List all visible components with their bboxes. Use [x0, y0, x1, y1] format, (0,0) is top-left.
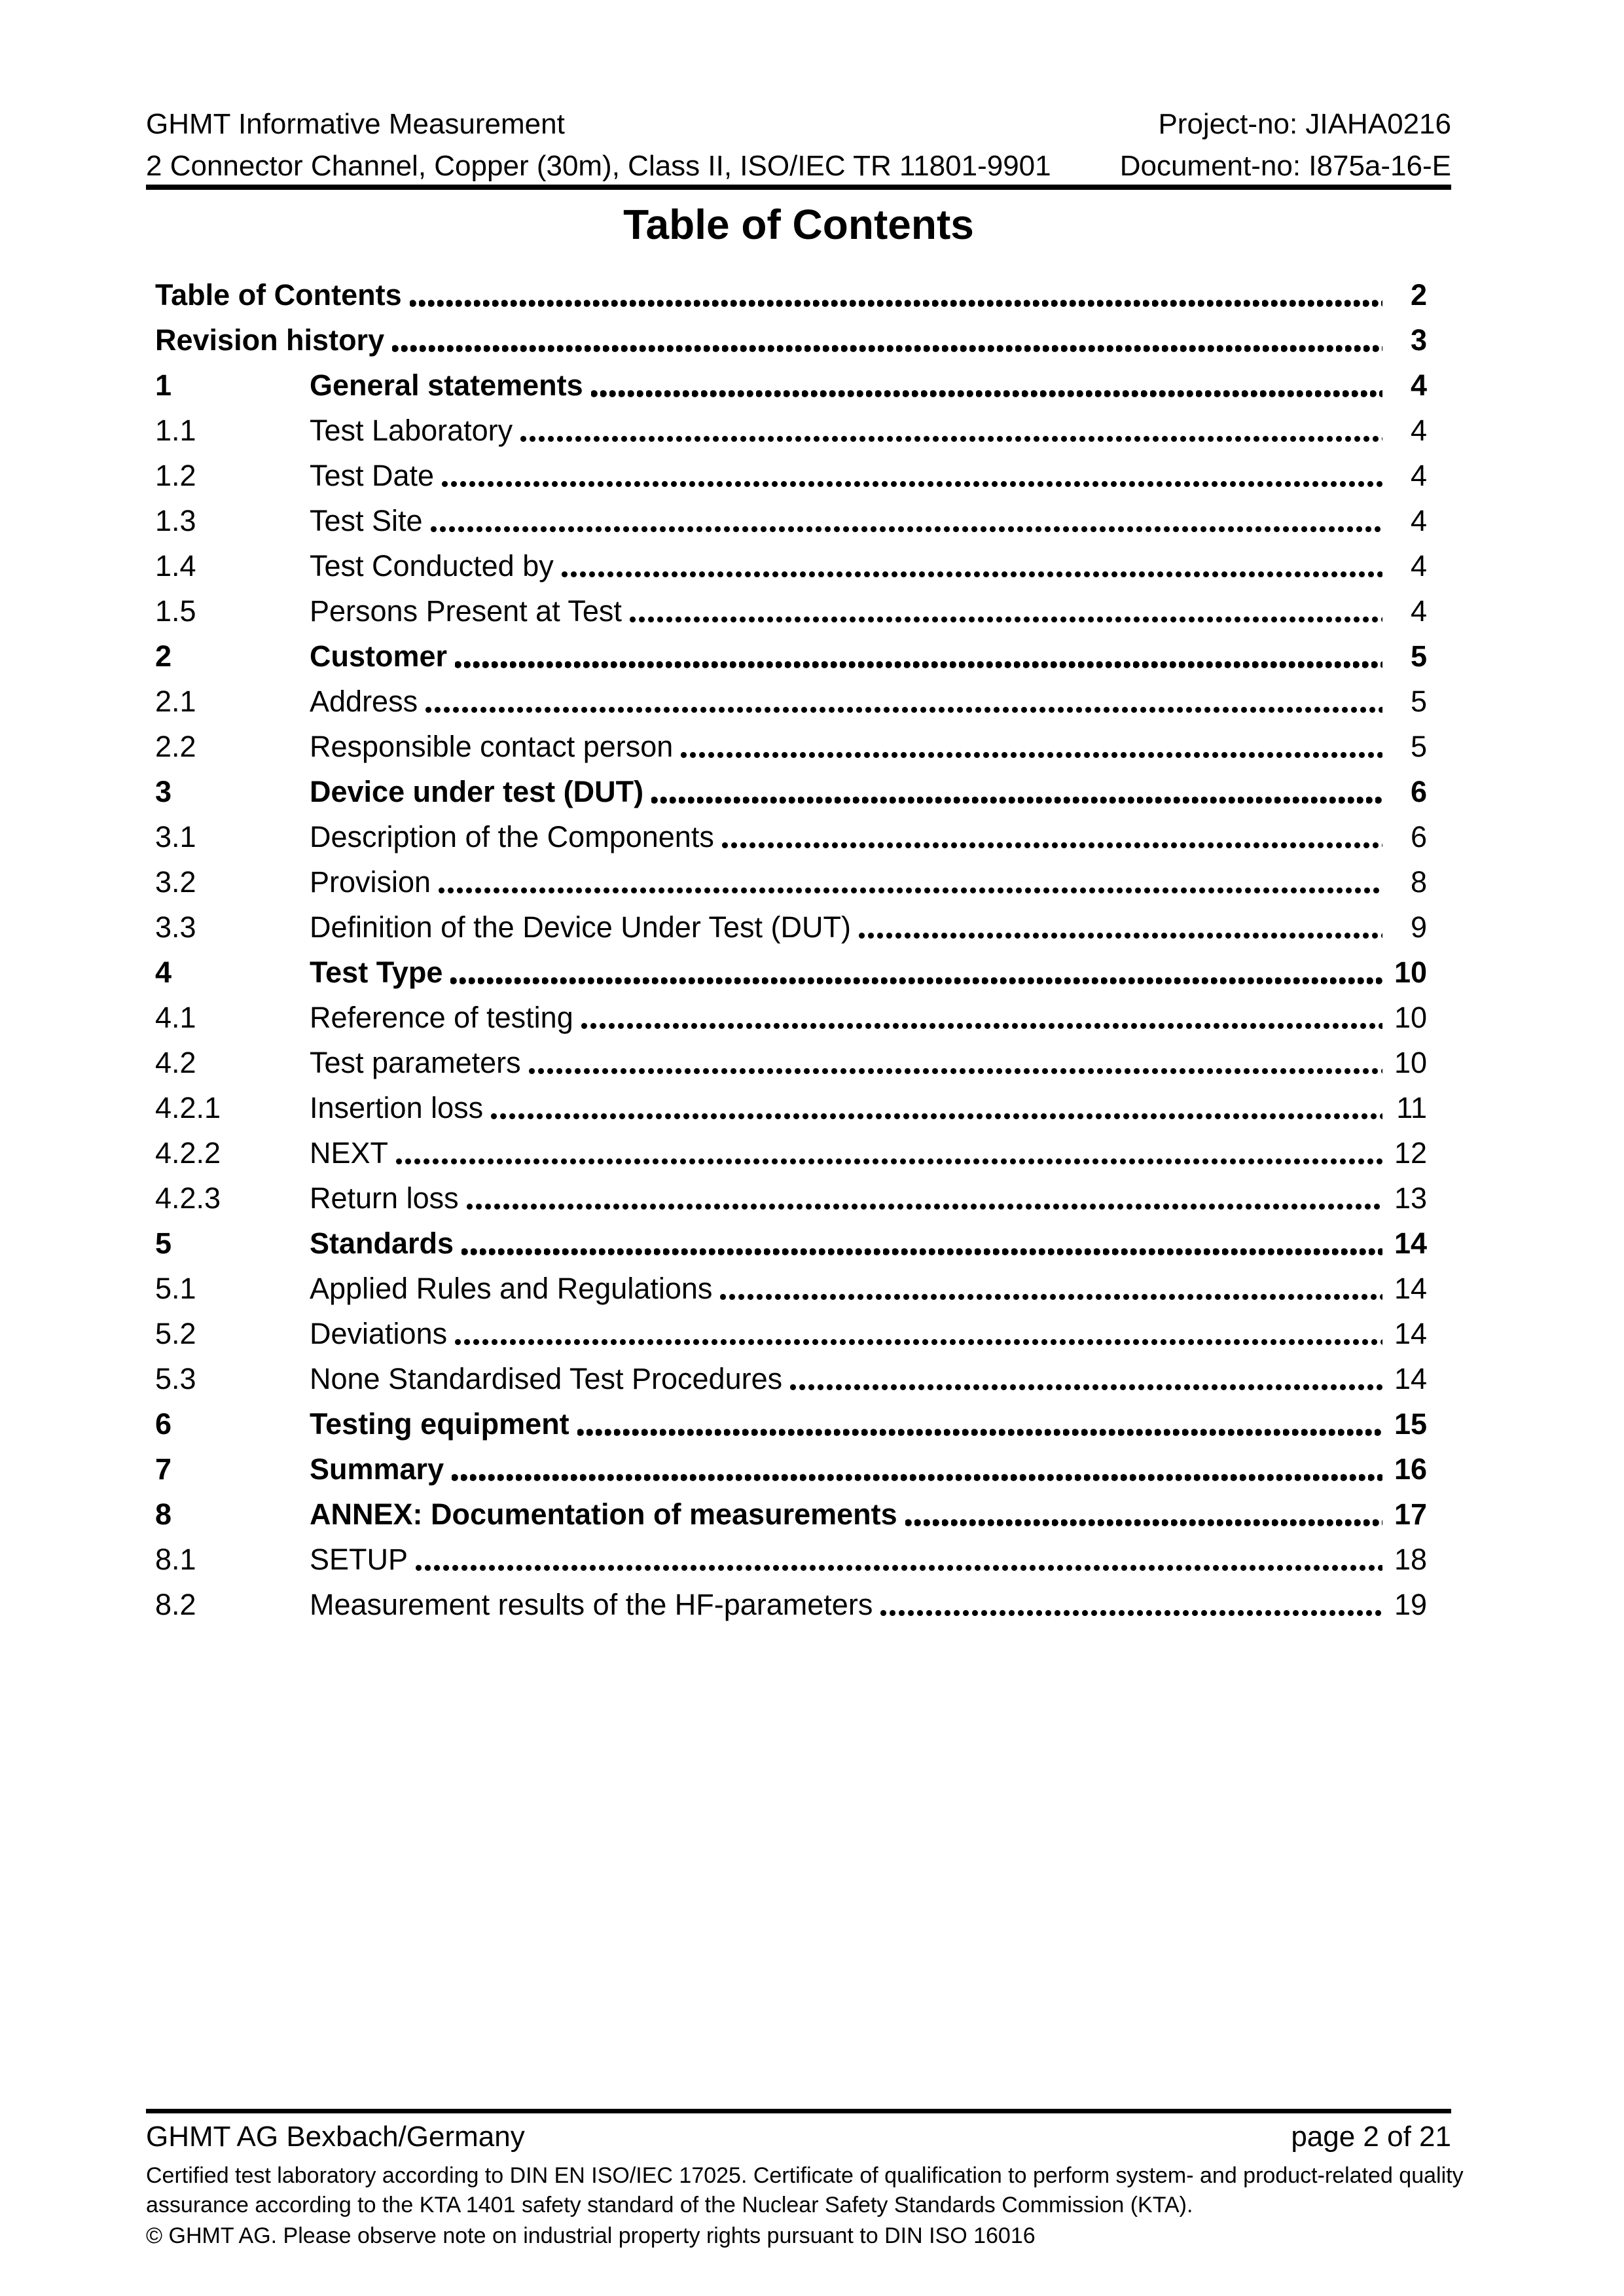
footer-rule	[146, 2109, 1451, 2113]
toc-leader-dots	[622, 588, 1386, 634]
toc-entry-page: 10	[1394, 956, 1427, 989]
toc-entry-number: 1.1	[155, 414, 196, 447]
toc-entry-page: 5	[1410, 730, 1427, 763]
footer-certification-line: Certified test laboratory according to DIN EN ISO/IEC 17025. Certificate of qualification to perform system- and product-related quality	[146, 2163, 1464, 2188]
toc-entry-page: 16	[1394, 1452, 1427, 1486]
toc-entry[interactable]	[155, 588, 1427, 634]
toc-entry[interactable]	[155, 769, 1427, 814]
toc-entry-page: 11	[1396, 1091, 1427, 1124]
toc-leader-dots	[782, 1356, 1386, 1401]
toc-leader-dots	[423, 498, 1386, 543]
toc-entry[interactable]	[155, 950, 1427, 995]
toc-leader-dots	[483, 1085, 1386, 1130]
toc-entry-label: Revision history	[155, 323, 385, 357]
toc-entry[interactable]	[155, 1221, 1427, 1266]
toc-entry-number: 1.3	[155, 504, 196, 537]
header-rule	[146, 185, 1451, 190]
toc-entry-number: 4.2	[155, 1046, 196, 1079]
toc-entry-page: 4	[1410, 549, 1427, 583]
toc-entry[interactable]	[155, 1175, 1427, 1221]
page-header	[146, 103, 1451, 187]
footer-page-indicator: page 2 of 21	[1291, 2121, 1451, 2153]
toc-entry-label: Testing equipment	[310, 1407, 569, 1441]
toc-leader-dots	[447, 634, 1386, 679]
toc-entry[interactable]	[155, 1401, 1427, 1446]
toc-leader-dots	[434, 453, 1386, 498]
toc-entry-label: Provision	[310, 865, 431, 899]
toc-leader-dots	[851, 905, 1386, 950]
toc-entry-page: 19	[1394, 1588, 1427, 1621]
toc-entry-number: 4.2.2	[155, 1136, 221, 1170]
toc-entry-page: 4	[1410, 594, 1427, 628]
toc-entry[interactable]	[155, 408, 1427, 453]
toc-entry-number: 2	[155, 639, 172, 673]
toc-entry[interactable]	[155, 1266, 1427, 1311]
toc-entry[interactable]	[155, 859, 1427, 905]
toc-entry-page: 4	[1410, 414, 1427, 447]
toc-entry-page: 3	[1410, 323, 1427, 357]
toc-entry-number: 8.1	[155, 1543, 196, 1576]
toc-entry-number: 1.2	[155, 459, 196, 492]
toc-entry-label: Deviations	[310, 1317, 448, 1350]
toc-entry-page: 10	[1394, 1001, 1427, 1034]
toc-entry-page: 12	[1394, 1136, 1427, 1170]
toc-entry-label: SETUP	[310, 1543, 408, 1576]
toc-entry[interactable]	[155, 453, 1427, 498]
toc-entry[interactable]	[155, 1446, 1427, 1492]
toc-entry[interactable]	[155, 724, 1427, 769]
toc-entry-page: 4	[1410, 459, 1427, 492]
toc-entry-number: 5.1	[155, 1272, 196, 1305]
toc-entry[interactable]	[155, 814, 1427, 859]
toc-leader-dots	[459, 1175, 1386, 1221]
toc-leader-dots	[521, 1040, 1386, 1085]
footer-certification-text	[146, 2161, 1464, 2220]
toc-leader-dots	[573, 995, 1386, 1040]
toc-entry[interactable]	[155, 543, 1427, 588]
toc-entry[interactable]	[155, 679, 1427, 724]
toc-entry-page: 2	[1410, 278, 1427, 312]
toc-entry[interactable]	[155, 634, 1427, 679]
toc-entry-number: 3.1	[155, 820, 196, 853]
toc-leader-dots	[444, 1446, 1386, 1492]
toc-entry-number: 8	[155, 1498, 172, 1531]
toc-entry[interactable]	[155, 1582, 1427, 1627]
toc-entry-number: 1	[155, 368, 172, 402]
toc-leader-dots	[431, 859, 1386, 905]
footer-organization: GHMT AG Bexbach/Germany	[146, 2121, 525, 2153]
toc-entry-label: None Standardised Test Procedures	[310, 1362, 783, 1395]
toc-leader-dots	[583, 363, 1386, 408]
toc-entry-page: 14	[1394, 1227, 1427, 1260]
toc-entry-page: 4	[1410, 504, 1427, 537]
toc-entry[interactable]	[155, 498, 1427, 543]
toc-entry-label: Test Date	[310, 459, 435, 492]
toc-entry-number: 4.2.3	[155, 1181, 221, 1215]
toc-entry-page: 14	[1394, 1362, 1427, 1395]
toc-entry-label: Table of Contents	[155, 278, 402, 312]
toc-entry-page: 5	[1410, 639, 1427, 673]
toc-entry-number: 1.4	[155, 549, 196, 583]
toc-entry-label: Responsible contact person	[310, 730, 674, 763]
toc-entry-number: 3	[155, 775, 172, 808]
footer-certification-line: assurance according to the KTA 1401 safety standard of the Nuclear Safety Standards Commission (KTA).	[146, 2193, 1193, 2217]
toc-leader-dots	[402, 272, 1386, 317]
toc-entry-label: Customer	[310, 639, 448, 673]
toc-leader-dots	[673, 724, 1386, 769]
toc-entry-number: 3.2	[155, 865, 196, 899]
toc-entry[interactable]	[155, 1537, 1427, 1582]
toc-entry-page: 9	[1410, 910, 1427, 944]
toc-entry-label: Summary	[310, 1452, 444, 1486]
toc-entry-label: Test Conducted by	[310, 549, 554, 583]
toc-entry[interactable]	[155, 363, 1427, 408]
toc-entry-label: ANNEX: Documentation of measurements	[310, 1498, 897, 1531]
toc-entry-number: 4.2.1	[155, 1091, 221, 1124]
toc-entry-label: General statements	[310, 368, 583, 402]
toc-entry-number: 2.2	[155, 730, 196, 763]
toc-entry-label: Applied Rules and Regulations	[310, 1272, 713, 1305]
footer-copyright: © GHMT AG. Please observe note on industrial property rights pursuant to DIN ISO 16016	[146, 2223, 1036, 2248]
toc-leader-dots	[643, 769, 1386, 814]
toc-entry-label: Definition of the Device Under Test (DUT)	[310, 910, 851, 944]
toc-entry-label: Test Site	[310, 504, 423, 537]
toc-leader-dots	[418, 679, 1386, 724]
toc-entry-page: 4	[1410, 368, 1427, 402]
toc-leader-dots	[408, 1537, 1386, 1582]
header-doc-type: GHMT Informative Measurement	[146, 108, 565, 140]
toc-entry-label: Persons Present at Test	[310, 594, 622, 628]
toc-entry-number: 4.1	[155, 1001, 196, 1034]
toc-entry-page: 14	[1394, 1317, 1427, 1350]
toc-entry[interactable]	[155, 1040, 1427, 1085]
toc-entry-number: 8.2	[155, 1588, 196, 1621]
toc-entry-label: Return loss	[310, 1181, 459, 1215]
toc-leader-dots	[442, 950, 1386, 995]
toc-entry-number: 6	[155, 1407, 172, 1441]
toc-entry-number: 4	[155, 956, 172, 989]
toc-entry-label: Measurement results of the HF-parameters	[310, 1588, 873, 1621]
toc-entry-number: 5	[155, 1227, 172, 1260]
header-doc-subject: 2 Connector Channel, Copper (30m), Class II, ISO/IEC TR 11801-9901	[146, 150, 1051, 182]
header-document-no: Document-no: I875a-16-E	[1119, 150, 1451, 182]
toc-entry-label: Address	[310, 685, 418, 718]
toc-entry[interactable]	[155, 1311, 1427, 1356]
toc-entry-number: 7	[155, 1452, 172, 1486]
toc-entry-number: 5.2	[155, 1317, 196, 1350]
toc-entry-label: Standards	[310, 1227, 454, 1260]
toc-list	[155, 272, 1427, 1627]
toc-entry-label: Test Type	[310, 956, 443, 989]
toc-leader-dots	[714, 814, 1386, 859]
toc-entry[interactable]	[155, 995, 1427, 1040]
page-footer	[146, 2118, 1464, 2251]
toc-leader-dots	[569, 1401, 1386, 1446]
toc-entry[interactable]	[155, 317, 1427, 363]
toc-leader-dots	[384, 317, 1386, 363]
toc-entry[interactable]	[155, 905, 1427, 950]
toc-entry-label: Device under test (DUT)	[310, 775, 644, 808]
toc-entry-label: Test Laboratory	[310, 414, 513, 447]
toc-entry-label: Reference of testing	[310, 1001, 573, 1034]
toc-entry[interactable]	[155, 1356, 1427, 1401]
toc-entry[interactable]	[155, 272, 1427, 317]
toc-leader-dots	[454, 1221, 1386, 1266]
toc-entry-label: Test parameters	[310, 1046, 521, 1079]
toc-entry-page: 14	[1394, 1272, 1427, 1305]
toc-entry-page: 6	[1410, 820, 1427, 853]
toc-leader-dots	[388, 1130, 1386, 1175]
toc-entry-page: 8	[1410, 865, 1427, 899]
header-project-no: Project-no: JIAHA0216	[1158, 108, 1451, 140]
toc-leader-dots	[513, 408, 1386, 453]
toc-entry[interactable]	[155, 1492, 1427, 1537]
toc-leader-dots	[873, 1582, 1386, 1627]
toc-leader-dots	[554, 543, 1386, 588]
page-title: Table of Contents	[623, 201, 974, 248]
toc-entry-page: 10	[1394, 1046, 1427, 1079]
toc-entry-page: 13	[1394, 1181, 1427, 1215]
toc-entry-number: 3.3	[155, 910, 196, 944]
toc-entry-page: 5	[1410, 685, 1427, 718]
toc-leader-dots	[712, 1266, 1386, 1311]
toc-entry-page: 6	[1410, 775, 1427, 808]
toc-entry-label: Insertion loss	[310, 1091, 484, 1124]
toc-entry[interactable]	[155, 1085, 1427, 1130]
toc-entry-page: 17	[1394, 1498, 1427, 1531]
toc-leader-dots	[897, 1492, 1386, 1537]
toc-entry-label: Description of the Components	[310, 820, 714, 853]
toc-entry-number: 1.5	[155, 594, 196, 628]
toc-entry[interactable]	[155, 1130, 1427, 1175]
toc-entry-number: 2.1	[155, 685, 196, 718]
toc-entry-label: NEXT	[310, 1136, 389, 1170]
toc-entry-page: 18	[1394, 1543, 1427, 1576]
toc-entry-page: 15	[1394, 1407, 1427, 1441]
toc-leader-dots	[447, 1311, 1386, 1356]
toc-entry-number: 5.3	[155, 1362, 196, 1395]
